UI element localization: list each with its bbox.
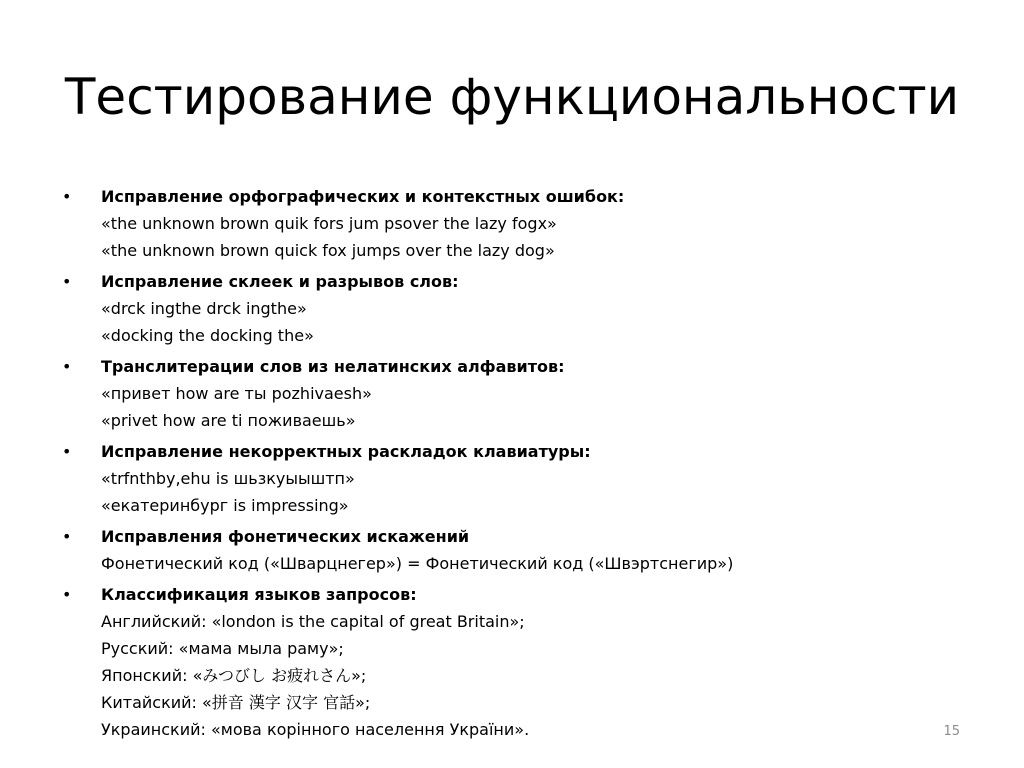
example-line: «the unknown brown quik fors jum psover the lazy fogx» [101,214,557,233]
bullet-item-word-splits [62,268,982,349]
bullet-dot-icon: • [62,357,72,376]
example-line: «the unknown brown quick fox jumps over the lazy dog» [101,241,555,260]
example-line: Японский: «みつびし お疲れさん»; [101,666,367,685]
example-line: «drck ingthe drck ingthe» [101,299,307,318]
example-line: «привет how are ты pozhivaesh» [101,384,372,403]
bullet-list [62,183,982,747]
bullet-item-keyboard-layout [62,438,982,519]
example-line: Английский: «london is the capital of great Britain»; [101,612,525,631]
example-line: «trfnthby,ehu is шьзкуыыштп» [101,469,355,488]
bullet-heading: Исправление орфографических и контекстных ошибок: [101,187,625,206]
slide-title: Тестирование функциональности [64,68,960,126]
bullet-heading: Исправление склеек и разрывов слов: [101,272,459,291]
bullet-heading: Классификация языков запросов: [101,585,417,604]
bullet-dot-icon: • [62,442,72,461]
example-line: Русский: «мама мыла раму»; [101,639,344,658]
example-line: Фонетический код («Шварцнегер») = Фонетический код («Швэртснегир») [101,554,734,573]
example-line: «docking the docking the» [101,326,314,345]
bullet-heading: Исправление некорректных раскладок клавиатуры: [101,442,591,461]
bullet-dot-icon: • [62,272,72,291]
example-line: «екатеринбург is impressing» [101,496,349,515]
page-number: 15 [943,724,960,739]
bullet-heading: Транслитерации слов из нелатинских алфавитов: [101,357,565,376]
bullet-heading: Исправления фонетических искажений [101,527,470,546]
bullet-item-transliteration [62,353,982,434]
bullet-dot-icon: • [62,187,72,206]
bullet-dot-icon: • [62,527,72,546]
bullet-dot-icon: • [62,585,72,604]
bullet-item-language-classification [62,581,982,743]
bullet-item-phonetic [62,523,982,577]
example-line: Китайский: «拼音 漢字 汉字 官話»; [101,693,371,712]
example-line: «privet how are ti поживаешь» [101,411,356,430]
bullet-item-spelling [62,183,982,264]
example-line: Украинский: «мова корінного населення України». [101,720,530,739]
